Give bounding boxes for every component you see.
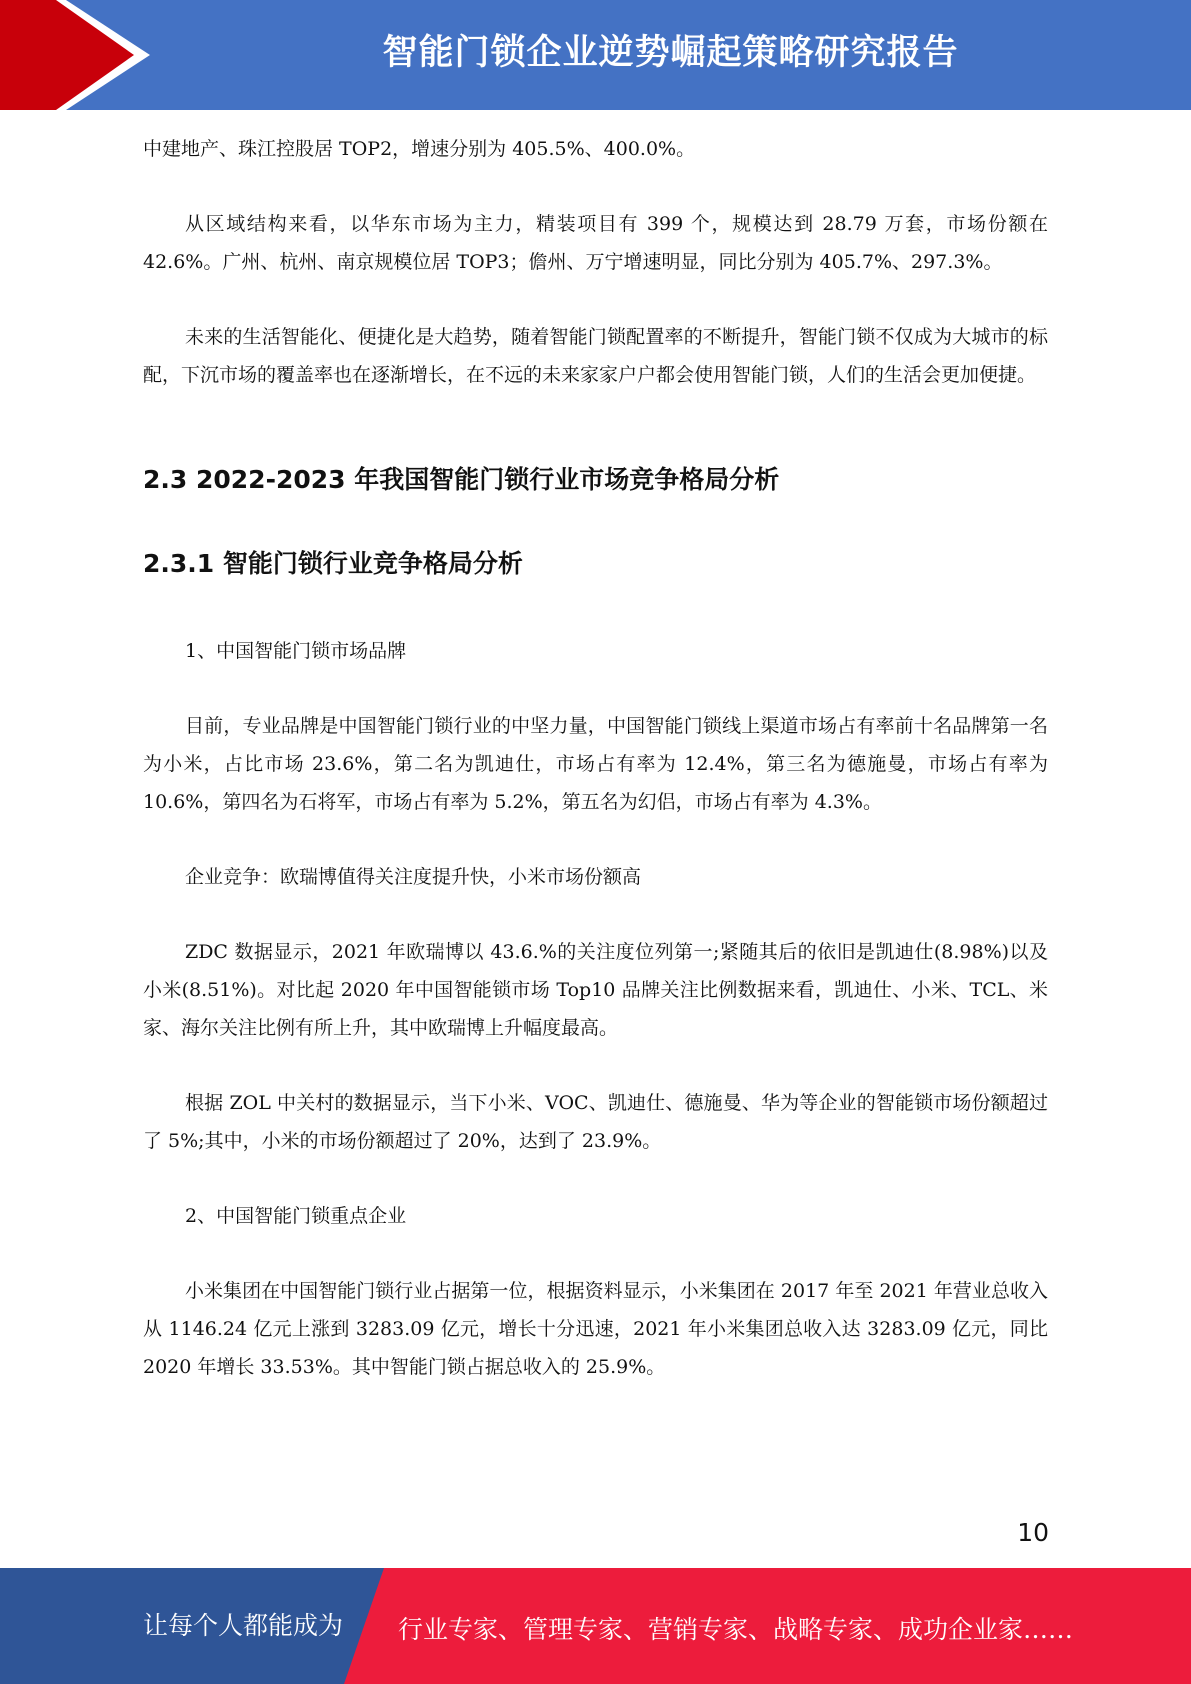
list-heading: 2、中国智能门锁重点企业 <box>185 1205 407 1227</box>
paragraph: 中建地产、珠江控股居 TOP2，增速分别为 405.5%、400.0%。 <box>143 138 696 160</box>
footer-slogan-left: 让每个人都能成为 <box>143 1611 344 1640</box>
report-title: 智能门锁企业逆势崛起策略研究报告 <box>382 33 959 73</box>
list-heading: 1、中国智能门锁市场品牌 <box>185 640 407 662</box>
footer-slogan-right: 行业专家、管理专家、营销专家、战略专家、成功企业家…… <box>398 1615 1074 1644</box>
paragraph: 从区域结构来看，以华东市场为主力，精装项目有 399 个，规模达到 28.79 万套，市场份额在 42.6%。广州、杭州、南京规模位居 TOP3；儋州、万宁增速明显，同比分别为 405.7%、297.3%。 <box>143 213 1048 273</box>
paragraph: 未来的生活智能化、便捷化是大趋势，随着智能门锁配置率的不断提升，智能门锁不仅成为大城市的标配，下沉市场的覆盖率也在逐渐增长，在不远的未来家家户户都会使用智能门锁，人们的生活会更加便捷。 <box>143 326 1048 386</box>
page-content <box>143 130 1048 1386</box>
paragraph: 目前，专业品牌是中国智能门锁行业的中坚力量，中国智能门锁线上渠道市场占有率前十名品牌第一名为小米，占比市场 23.6%，第二名为凯迪仕，市场占有率为 12.4%，第三名为德施曼，市场占有率为 10.6%，第四名为石将军，市场占有率为 5.2%，第五名为幻侣，市场占有率为 4.3%。 <box>143 715 1048 813</box>
paragraph: 企业竞争：欧瑞博值得关注度提升快，小米市场份额高 <box>185 866 642 888</box>
page-number: 10 <box>1017 1518 1049 1547</box>
subsection-heading: 2.3.1 智能门锁行业竞争格局分析 <box>143 549 523 578</box>
section-heading: 2.3 2022-2023 年我国智能门锁行业市场竞争格局分析 <box>143 465 780 494</box>
page-footer <box>0 1568 1191 1684</box>
paragraph: 小米集团在中国智能门锁行业占据第一位，根据资料显示，小米集团在 2017 年至 2021 年营业总收入从 1146.24 亿元上涨到 3283.09 亿元，增长十分迅速，2021 年小米集团总收入达 3283.09 亿元，同比 2020 年增长 33.53%。其中智能门锁占据总收入的 25.9%。 <box>143 1280 1048 1378</box>
paragraph: 根据 ZOL 中关村的数据显示，当下小米、VOC、凯迪仕、德施曼、华为等企业的智能锁市场份额超过了 5%;其中，小米的市场份额超过了 20%，达到了 23.9%。 <box>143 1092 1048 1152</box>
page-header <box>0 0 1191 110</box>
paragraph: ZDC 数据显示，2021 年欧瑞博以 43.6.%的关注度位列第一;紧随其后的依旧是凯迪仕(8.98%)以及小米(8.51%)。对比起 2020 年中国智能锁市场 Top10 品牌关注比例数据来看，凯迪仕、小米、TCL、米家、海尔关注比例有所上升，其中欧瑞博上升幅度最高。 <box>143 941 1048 1039</box>
header-arrow-decoration <box>0 0 160 110</box>
